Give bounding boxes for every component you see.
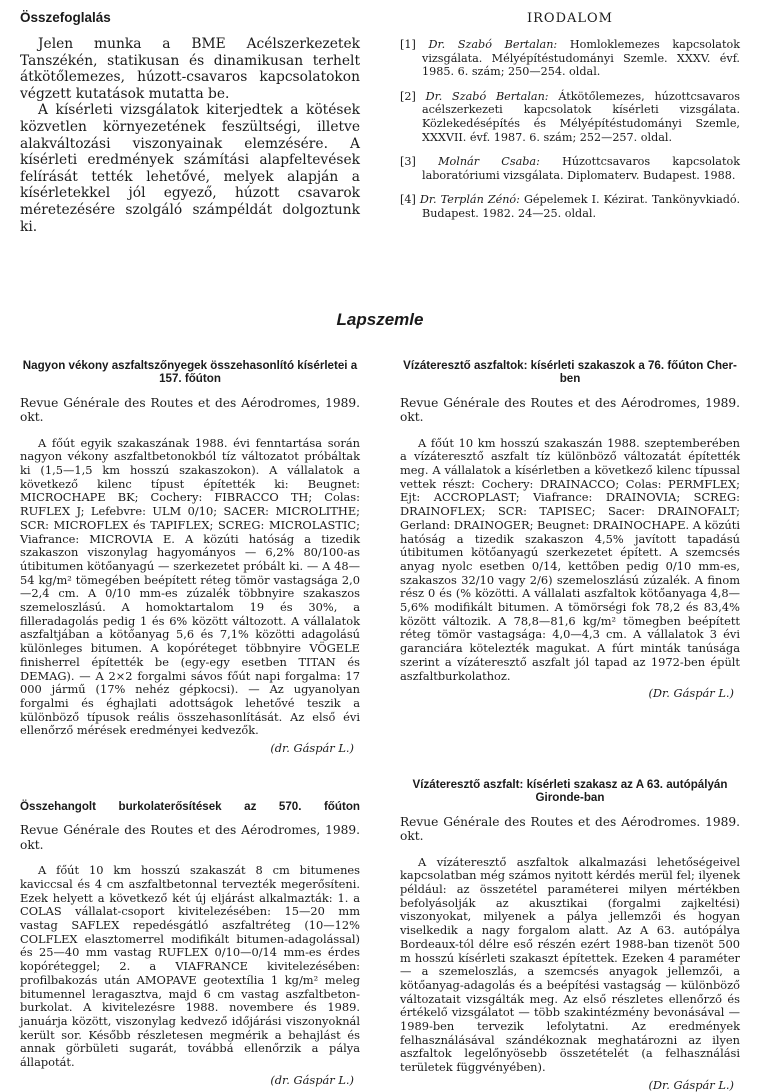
- article-signature: (Dr. Gáspár L.): [648, 1077, 734, 1092]
- article-body: A főút egyik szakaszának 1988. évi fenntartása során nagyon vékony aszfaltbetonokból tíz változatot próbáltak ki (1,5—1,5 km hosszú szakaszokon). A vállalatok a következő kilenc típust építették ki: Beugnet: MICROCHAPE BK; Cochery: FIBRACCO TH; Colas: RUFLEX J; Lefebvre: ULM 0/10; SACER: MICROLITHE; SCR: MICROFLEX és TAPIFLEX; SCREG: MICROLASTIC; Viafrance: MICROVIA E. A közúti hatóság a tizedik szakaszon viszonylag hagyományos — 6,2% 80/100-as útibitumen kötőanyagú — szerkezetet próbált ki. — A 48—54 kg/m² tömegében beépített réteg tömör vastagsága 2,0—2,4 cm. A 0/10 mm-es zúzalék többnyire szakaszos szemeloszlású. A homoktartalom 19 és 30%, a filleradagolás pedig 1 és 6% között változott. A vállalatok aszfaltjában a kötőanyag 5,6 és 7,1% közötti adagolású különleges bitumen. A kopóréteget többnyire VÖGELE finisherrel építették be (egy-egy esetben TITAN és DEMAG). — A 2×2 forgalmi sávos főút napi forgalma: 17 000 jármű (17% nehéz gépkocsi). — Az ugyanolyan forgalmi és éghajlati adottságok lehetővé teszik a különböző típusok reális összehasonlítását. Az első évi ellenőrző mérések eredményei kedvezők.: [20, 435, 360, 738]
- article-signature: (Dr. Gáspár L.): [648, 686, 734, 701]
- article-title: Nagyon vékony aszfaltszőnyegek összehasonlító kísérletei a 157. főúton: [22, 359, 358, 386]
- article-body: A vízáteresztő aszfaltok alkalmazási lehetőségeivel kapcsolatban még számos nyitott kérdés merül fel; ilyenek például: az összetétel paraméterei milyen mértékben befolyásolják az akusztikai (forgalmi zajkeltési) viszonyokat, milyenek a pálya jellemzői és hogyan viselkedik a nagy forgalom alatt. Az A 63. autópálya Bordeaux-tól délre eső részén ezért 1988-ban tizenöt 500 m hosszú kísérleti szakaszt építettek. Ezeken 4 paraméter — a szemeloszlás, a szemcsés anyagok jellemzői, a kötőanyag-adagolás és a beépítési vastagság — különböző változatait vizsgálták meg. Az első részletes ellenőrző és értékelő vizsgálatot — több szakintézmény bevonásával — 1989-ben tervezik lefolytatni. Az eredmények felhasználásával szándékoznak meghatározni az ilyen aszfaltok legelőnyösebb összetételét (a felhasználási területek függvényében).: [400, 854, 740, 1075]
- article-4: [400, 778, 740, 1092]
- article-source: Revue Générale des Routes et des Aérodromes, 1989. okt.: [20, 395, 360, 425]
- article-source: Revue Générale des Routes et des Aérodromes, 1989. okt.: [400, 395, 740, 425]
- article-body: A főút 10 km hosszú szakaszán 1988. szeptemberében a vízáteresztő aszfalt tíz különböző változatát építették meg. A vállalatok a kísérletben a következő kilenc típussal vettek részt: Cochery: DRAINACCO; Colas: PERMFLEX; Ejt: ACCROPLAST; Viafrance: DRAINOVIA; SCREG: DRAINOFLEX; SCR: TAPISEC; Sacer: DRAINOFALT; Gerland: DRAINOGER; Beugnet: DRAINOCHAPE. A közúti hatóság a tizedik szakaszon 4,5% javított tapadású útibitumen kötőanyagú szerkezetet épített. A szemcsés anyag nyolc esetben 0/14, kettőben pedig 0/10 mm-es, szakaszos 32/10 vagy 2/6) szemeloszlású zúzalék. A finom rész 0 és (% közötti. A vállalati aszfaltok kötőanyaga 4,8—5,6% modifikált bitumen. A tömörségi fok 78,2 és 83,4% között változik. A 78,8—81,6 kg/m² tömegben beépített réteg tömör vastagsága: 4,0—4,3 cm. A vállalatok 3 évi garanciára kötelezték magukat. A fúrt minták tanúsága szerint a vízáteresztő aszfalt jól tapad az 1972-ben épült aszfaltburkolathoz.: [400, 435, 740, 683]
- summary-text: [20, 36, 360, 235]
- article-signature: (dr. Gáspár L.): [270, 741, 354, 756]
- article-signature: (dr. Gáspár L.): [270, 1072, 354, 1087]
- summary-paragraph-1: Jelen munka a BME Acélszerkezetek Tanszékén, statikusan és dinamikusan terhelt átkötőlemezes, húzott-csavaros kapcsolatokon végzett kutatások mutatta be.: [20, 36, 360, 102]
- reference-item: [2] Dr. Szabó Bertalan: Átkötőlemezes, húzottcsavaros acélszerkezeti kapcsolatok kísérleti vizsgálata. Közlekedésépítés és Mélyépítéstudományi Szemle, XXXVII. évf. 1987. 6. szám; 252—257. oldal.: [400, 89, 740, 144]
- reference-item: [4] Dr. Terplán Zénó: Gépelemek I. Kézirat. Tankönyvkiadó. Budapest. 1982. 24—25. oldal.: [400, 193, 740, 220]
- article-3: [400, 359, 740, 700]
- article-body: A főút 10 km hosszú szakaszát 8 cm bitumenes kaviccsal és 4 cm aszfaltbetonnal tervezték megerősíteni. Ezek helyett a következő két új eljárást alkalmazták: 1. a COLAS vállalat-csoport kivitelezésében: 15—20 mm vastag SAFLEX repedésgátló aszfaltréteg (10—12% COLFLEX elasztomerrel modifikált bitumen-adagolással) és 25—40 mm vastag RUFLEX 0/10—0/14 mm-es érdes kopóréteggel; 2. a VIAFRANCE kivitelezésében: profilbakozás után AMOPAVE geotextília 1 kg/m² meleg bitumennel leragasztva, majd 6 cm vastag aszfaltbeton-burkolat. A kivitelezésre 1988. novembere és 1989. januárja között, viszonylag kedvező időjárási viszonyoknál került sor. Később részletesen megmérik a behajlást és annak görbületi sugarát, továbbá ellenőrzik a pálya állapotát.: [20, 863, 360, 1070]
- article-title: Összehangolt burkolaterősítések az 570. főúton: [20, 800, 360, 813]
- summary-heading: Összefoglalás: [20, 10, 111, 25]
- section-heading-lapszemle: Lapszemle: [336, 310, 424, 329]
- references-list: [400, 38, 740, 232]
- article-2: [20, 800, 360, 1087]
- article-source: Revue Générale des Routes et des Aérodromes. 1989. okt.: [400, 814, 740, 844]
- reference-item: [3] Molnár Csaba: Húzottcsavaros kapcsolatok laboratóriumi vizsgálata. Diplomaterv. Budapest. 1988.: [400, 155, 740, 182]
- article-title: Vízáteresztő aszfaltok: kísérleti szakaszok a 76. főúton Cher-ben: [403, 359, 737, 386]
- article-title: Vízáteresztő aszfalt: kísérleti szakasz az A 63. autópályán Gironde-ban: [412, 778, 728, 805]
- references-heading: IRODALOM: [527, 11, 613, 26]
- reference-item: [1] Dr. Szabó Bertalan: Homloklemezes kapcsolatok vizsgálata. Mélyépítéstudományi Szemle. XXXV. évf. 1985. 6. szám; 250—254. oldal.: [400, 38, 740, 79]
- article-1: [20, 359, 360, 755]
- article-source: Revue Générale des Routes et des Aérodromes, 1989. okt.: [20, 823, 360, 852]
- summary-paragraph-2: A kísérleti vizsgálatok kiterjedtek a kötések közvetlen környezetének feszültségi, illetve alakváltozási viszonyainak elemzésére. A kísérleti eredmények számítási alapfeltevések felírását tették lehetővé, melyek alapján a kísérletekkel jól egyező, húzott csavarok méretezésére szolgáló számpéldát dolgoztunk ki.: [20, 102, 360, 235]
